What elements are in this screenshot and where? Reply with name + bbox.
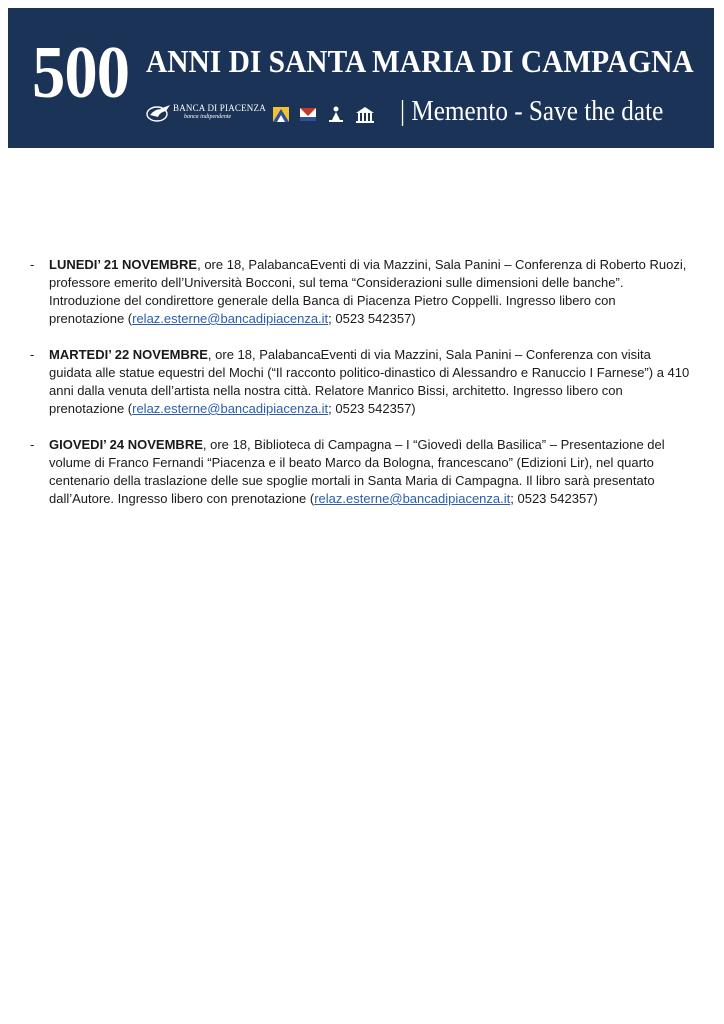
event-description: , ore 18, Biblioteca di Campagna – I “Giovedì della Basilica” – Presentazione del volume di Franco Fernandi “Piacenza e il beato Marco da Bologna, francescano” (Edizioni Lir), nel quarto centenario della traslazione delle sue spoglie mortali in Santa Maria di Campagna. Il libro sarà presentato dall’Autore. Ingresso libero con prenotazione ( [49,437,665,506]
event-list [30,256,690,526]
event-item [30,256,690,328]
bank-logo-tagline: banca indipendente [184,114,232,120]
event-date: GIOVEDI’ 24 NOVEMBRE [49,437,203,452]
partner-figure-icon [325,104,347,124]
banner-number: 500 [32,32,130,114]
banner-subtitle: | Memento - Save the date [400,96,664,127]
email-link[interactable]: relaz.esterne@bancadipiacenza.it [132,311,329,326]
sponsor-logos [144,100,394,128]
list-bullet: - [30,257,35,272]
bank-emblem-icon [146,103,172,123]
banner-title: ANNI DI SANTA MARIA DI CAMPAGNA [146,43,694,79]
event-date: LUNEDI’ 21 NOVEMBRE [49,257,198,272]
partner-crest-icon [270,104,292,124]
event-date: MARTEDI’ 22 NOVEMBRE [49,347,208,362]
list-bullet: - [30,347,35,362]
bank-logo [144,100,266,128]
event-phone: ; 0523 542357) [328,311,416,326]
event-item [30,436,690,508]
partner-building-icon [354,104,376,124]
event-phone: ; 0523 542357) [328,401,416,416]
list-bullet: - [30,437,35,452]
partner-badge-icon [297,104,319,124]
email-link[interactable]: relaz.esterne@bancadipiacenza.it [132,401,329,416]
event-description: , ore 18, PalabancaEventi di via Mazzini, Sala Panini – Conferenza con visita guidata alle statue equestri del Mochi (“Il racconto politico-dinastico di Alessandro e Ranuccio I Farnese”) a 410 anni dalla venuta dell’artista nella nostra città. Relatore Manrico Bissi, architetto. Ingresso libero con prenotazione ( [49,347,690,416]
event-phone: ; 0523 542357) [510,491,598,506]
header-banner [8,8,714,148]
email-link[interactable]: relaz.esterne@bancadipiacenza.it [314,491,511,506]
event-item [30,346,690,418]
bank-logo-name: BANCA DI PIACENZA [173,103,266,113]
event-description: , ore 18, PalabancaEventi di via Mazzini, Sala Panini – Conferenza di Roberto Ruozi, professore emerito dell’Università Bocconi, sul tema “Considerazioni sulle dimensioni delle banche”. Introduzione del condirettore generale della Banca di Piacenza Pietro Coppelli. Ingresso libero con prenotazione ( [49,257,687,326]
